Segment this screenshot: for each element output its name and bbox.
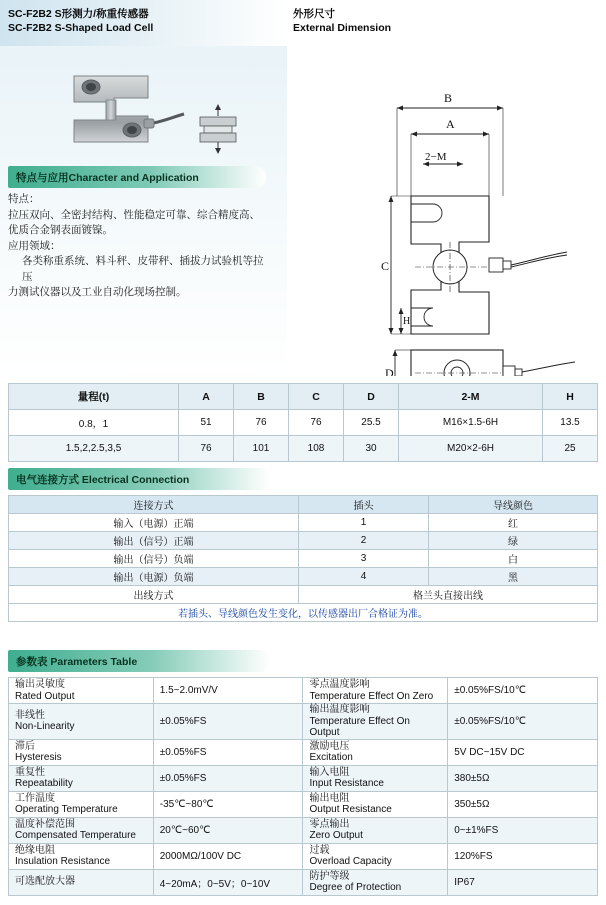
dim-r1-b: 76 (234, 410, 289, 436)
param-label-cn: 零点温度影响 (309, 679, 370, 690)
dim-r1-range: 0.8，1 (9, 410, 179, 436)
feature-line-5: 各类称重系统、料斗秤、皮带秤、插拔力试验机等拉压 (22, 255, 264, 283)
param-value-overload-capacity: 120%FS (448, 843, 598, 869)
param-label-hysteresis (9, 739, 154, 765)
elec-outlet-value: 格兰头直接出线 (299, 586, 598, 604)
param-value-hysteresis: ±0.05%FS (153, 739, 303, 765)
param-value-insulation-resistance: 2000MΩ/100V DC (153, 843, 303, 869)
param-label-cn: 输入电阻 (309, 766, 350, 778)
table-row (9, 436, 598, 462)
feature-line-1: 特点： (8, 193, 40, 205)
param-label-operating-temperature (9, 791, 154, 817)
table-row (9, 765, 598, 791)
elec-r4-plug: 4 (299, 568, 429, 586)
param-label-cn: 绝缘电阻 (15, 844, 55, 856)
table-row (9, 817, 598, 843)
dim-r1-c: 76 (289, 410, 344, 436)
param-label-cn: 可选配放大器 (15, 876, 75, 888)
dim-r2-a: 76 (179, 436, 234, 462)
param-label-cn: 工作温度 (15, 792, 55, 804)
dim-header-range: 量程(t) (9, 384, 179, 410)
dim-r1-d: 25.5 (344, 410, 399, 436)
param-label-cn: 重复性 (15, 766, 45, 778)
param-value-rated-output: 1.5~2.0mV/V (153, 678, 303, 704)
param-label-en: Zero Output (309, 830, 363, 841)
feature-line-4: 应用领域： (8, 239, 61, 252)
electrical-note-row (9, 604, 598, 622)
param-label-en: Temperature Effect On Output (309, 715, 410, 738)
dim-r1-2m: M16×1.5-6H (399, 410, 543, 436)
elec-r1-method: 输入（电源）正端 (9, 514, 299, 532)
param-label-cn: 激励电压 (309, 740, 350, 752)
param-label-cn: 输出温度影响 (309, 704, 370, 715)
feature-title-text: 特点与应用Character and Application (16, 172, 199, 184)
svg-text:2−M: 2−M (425, 151, 447, 163)
param-label-non-linearity (9, 704, 154, 740)
param-value-degree-of-protection: IP67 (448, 869, 598, 895)
table-row-outlet (9, 586, 598, 604)
param-label-en: Rated Output (15, 690, 75, 702)
table-row (9, 678, 598, 704)
header-left-block (0, 0, 287, 46)
param-label-insulation-resistance (9, 843, 154, 869)
param-value-compensated-temperature: 20℃~60℃ (153, 817, 303, 843)
param-label-optional-amplifier (9, 869, 154, 895)
illustration-area (0, 46, 606, 376)
elec-r3-color: 白 (429, 550, 598, 568)
table-row (9, 550, 598, 568)
elec-header-color: 导线颜色 (429, 496, 598, 514)
dimension-drawing (0, 46, 455, 376)
param-value-temp-effect-zero: ±0.05%FS/10℃ (448, 678, 598, 704)
elec-outlet-label: 出线方式 (9, 586, 299, 604)
electrical-header-row (9, 496, 598, 514)
parameters-table (8, 677, 598, 896)
svg-text:A: A (446, 117, 455, 131)
parameters-title-text: 参数表 Parameters Table (16, 656, 138, 668)
param-label-en: Temperature Effect On Zero (309, 690, 434, 702)
svg-text:D: D (385, 366, 394, 376)
table-row (9, 869, 598, 895)
elec-r1-plug: 1 (299, 514, 429, 532)
product-title-cn: SC-F2B2 S形测力/称重传感器 (8, 8, 149, 20)
param-label-en: Repeatability (15, 778, 73, 789)
table-row (9, 739, 598, 765)
feature-line-3: 优质合金钢表面镀镍。 (8, 224, 113, 236)
parameters-title-bar (8, 650, 270, 672)
param-value-excitation: 5V DC~15V DC (448, 739, 598, 765)
param-label-output-resistance (303, 791, 448, 817)
elec-header-plug: 插头 (299, 496, 429, 514)
param-label-cn: 输出电阻 (309, 792, 350, 804)
dim-header-c: C (289, 384, 344, 410)
dim-r2-d: 30 (344, 436, 399, 462)
param-label-rated-output (9, 678, 154, 704)
param-label-en: Degree of Protection (309, 882, 402, 893)
dimension-table-header-row (9, 384, 598, 410)
table-row (9, 568, 598, 586)
table-row (9, 791, 598, 817)
electrical-note-text: 若插头、导线颜色发生变化，以传感器出厂合格证为准。 (9, 604, 598, 622)
param-label-input-resistance (303, 765, 448, 791)
param-value-zero-output: 0~±1%FS (448, 817, 598, 843)
svg-text:B: B (444, 91, 453, 105)
param-value-repeatability: ±0.05%FS (153, 765, 303, 791)
param-label-temp-effect-zero (303, 678, 448, 704)
dim-r2-c: 108 (289, 436, 344, 462)
elec-r2-method: 输出（信号）正端 (9, 532, 299, 550)
dim-header-b: B (234, 384, 289, 410)
elec-r3-plug: 3 (299, 550, 429, 568)
param-value-non-linearity: ±0.05%FS (153, 704, 303, 740)
header-right-block (287, 0, 606, 46)
param-label-excitation (303, 739, 448, 765)
dim-header-2m: 2-M (399, 384, 543, 410)
param-label-en: Insulation Resistance (15, 856, 111, 867)
elec-r1-color: 红 (429, 514, 598, 532)
dim-r2-2m: M20×2-6H (399, 436, 543, 462)
feature-line-2: 拉压双向、全密封结构、性能稳定可靠、综合精度高、 (8, 208, 260, 221)
param-value-input-resistance: 380±5Ω (448, 765, 598, 791)
dim-r1-h: 13.5 (543, 410, 598, 436)
electrical-table (8, 495, 598, 622)
param-label-cn: 过载 (309, 844, 330, 856)
elec-r2-plug: 2 (299, 532, 429, 550)
param-label-cn: 温度补偿范围 (15, 818, 75, 830)
param-label-overload-capacity (303, 843, 448, 869)
dim-r1-a: 51 (179, 410, 234, 436)
dim-r2-h: 25 (543, 436, 598, 462)
dim-header-d: D (344, 384, 399, 410)
elec-r4-color: 黑 (429, 568, 598, 586)
param-value-optional-amplifier: 4~20mA；0~5V；0~10V (153, 869, 303, 895)
section-title-en: External Dimension (293, 22, 392, 34)
param-label-en: Excitation (309, 752, 353, 763)
elec-r4-method: 输出（电源）负端 (9, 568, 299, 586)
param-label-cn: 防护等级 (309, 870, 350, 882)
param-label-temp-effect-output (303, 704, 448, 740)
table-row (9, 532, 598, 550)
param-label-en: Output Resistance (309, 804, 392, 815)
param-label-cn: 零点输出 (309, 818, 350, 830)
table-row (9, 514, 598, 532)
dim-r2-range: 1.5,2,2.5,3,5 (9, 436, 179, 462)
param-value-output-resistance: 350±5Ω (448, 791, 598, 817)
page-header (0, 0, 606, 46)
param-label-en: Compensated Temperature (15, 830, 136, 841)
param-label-compensated-temperature (9, 817, 154, 843)
table-row (9, 410, 598, 436)
dim-header-a: A (179, 384, 234, 410)
table-row (9, 704, 598, 740)
param-value-temp-effect-output: ±0.05%FS/10℃ (448, 704, 598, 740)
product-title-en: SC-F2B2 S-Shaped Load Cell (8, 22, 154, 34)
electrical-title-text: 电气连接方式 Electrical Connection (16, 474, 190, 486)
svg-text:C: C (381, 259, 390, 273)
param-label-repeatability (9, 765, 154, 791)
param-value-operating-temperature: -35℃~80℃ (153, 791, 303, 817)
param-label-en: Hysteresis (15, 752, 62, 763)
table-row (9, 843, 598, 869)
param-label-cn: 滞后 (15, 740, 35, 752)
param-label-en: Operating Temperature (15, 804, 118, 815)
svg-text:H: H (403, 316, 411, 327)
param-label-en: Non-Linearity (15, 721, 75, 733)
dim-header-h: H (543, 384, 598, 410)
param-label-cn: 输出灵敏度 (15, 679, 65, 690)
elec-header-method: 连接方式 (9, 496, 299, 514)
dimension-table (8, 383, 598, 462)
elec-r2-color: 绿 (429, 532, 598, 550)
param-label-degree-of-protection (303, 869, 448, 895)
elec-r3-method: 输出（信号）负端 (9, 550, 299, 568)
electrical-title-bar (8, 468, 270, 490)
param-label-zero-output (303, 817, 448, 843)
feature-line-6: 力测试仪器以及工业自动化现场控制。 (8, 286, 187, 298)
param-label-en: Overload Capacity (309, 856, 392, 867)
param-label-en: Input Resistance (309, 778, 384, 789)
param-label-cn: 非线性 (15, 709, 45, 721)
section-title-cn: 外形尺寸 (293, 8, 335, 20)
dim-r2-b: 101 (234, 436, 289, 462)
